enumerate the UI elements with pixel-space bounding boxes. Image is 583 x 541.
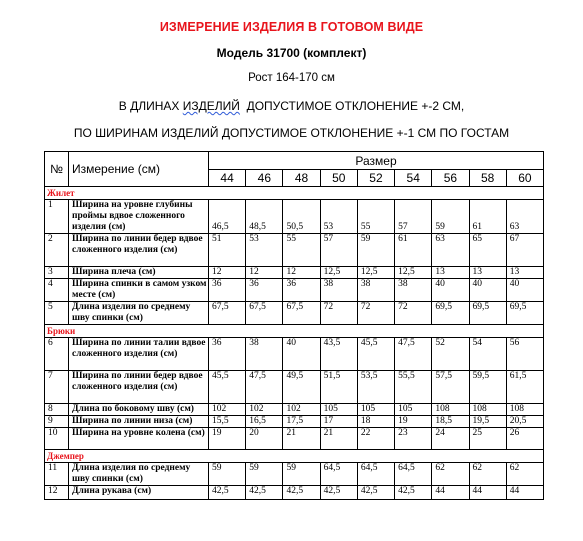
- size-value-cell: 12: [283, 267, 320, 279]
- size-value-cell: 72: [357, 302, 394, 325]
- size-header-cell: 50: [320, 170, 357, 187]
- size-value-cell: 52: [432, 338, 469, 371]
- size-value-cell: 23: [395, 428, 432, 450]
- row-number: 9: [45, 416, 69, 428]
- size-value-cell: 43,5: [320, 338, 357, 371]
- size-header-cell: 58: [469, 170, 506, 187]
- size-header-cell: 46: [246, 170, 283, 187]
- size-value-cell: 12,5: [357, 267, 394, 279]
- length-note-part-2: ДОПУСТИМОЕ ОТКЛОНЕНИЕ +-2 СМ,: [239, 99, 465, 113]
- size-value-cell: 36: [209, 338, 246, 371]
- size-value-cell: 105: [320, 404, 357, 416]
- size-value-cell: 102: [246, 404, 283, 416]
- size-value-cell: 42,5: [246, 486, 283, 500]
- size-value-cell: 51,5: [320, 371, 357, 404]
- section-title: Джемпер: [45, 450, 544, 463]
- section-row: [45, 450, 544, 463]
- size-value-cell: 59: [246, 463, 283, 486]
- table-row: [45, 463, 544, 486]
- table-row: [45, 234, 544, 267]
- size-value-cell: 13: [432, 267, 469, 279]
- size-value-cell: 17: [320, 416, 357, 428]
- size-value-cell: 36: [246, 279, 283, 302]
- size-value-cell: 46,5: [209, 200, 246, 234]
- size-value-cell: 59,5: [469, 371, 506, 404]
- size-value-cell: 36: [283, 279, 320, 302]
- size-header-cell: 56: [432, 170, 469, 187]
- size-value-cell: 105: [357, 404, 394, 416]
- size-value-cell: 40: [469, 279, 506, 302]
- row-number: 3: [45, 267, 69, 279]
- row-number: 11: [45, 463, 69, 486]
- column-measurement-header: Измерение (см): [69, 152, 209, 187]
- section-row: [45, 325, 544, 338]
- measurement-label: Ширина на уровне колена (см): [69, 428, 209, 450]
- size-value-cell: 40: [506, 279, 543, 302]
- size-value-cell: 53: [320, 200, 357, 234]
- size-value-cell: 57: [320, 234, 357, 267]
- size-value-cell: 20: [246, 428, 283, 450]
- row-number: 12: [45, 486, 69, 500]
- height-range: Рост 164-170 см: [248, 72, 335, 84]
- size-value-cell: 57,5: [432, 371, 469, 404]
- size-value-cell: 55: [283, 234, 320, 267]
- size-value-cell: 59: [432, 200, 469, 234]
- size-value-cell: 69,5: [432, 302, 469, 325]
- size-header-cell: 52: [357, 170, 394, 187]
- size-value-cell: 38: [357, 279, 394, 302]
- row-number: 6: [45, 338, 69, 371]
- size-value-cell: 59: [209, 463, 246, 486]
- size-value-cell: 108: [469, 404, 506, 416]
- size-header-cell: 44: [209, 170, 246, 187]
- row-number: 7: [45, 371, 69, 404]
- size-value-cell: 47,5: [395, 338, 432, 371]
- size-value-cell: 64,5: [395, 463, 432, 486]
- size-value-cell: 102: [209, 404, 246, 416]
- size-value-cell: 63: [506, 200, 543, 234]
- measurement-label: Ширина спинки в самом узком месте (см): [69, 279, 209, 302]
- size-value-cell: 18,5: [432, 416, 469, 428]
- size-value-cell: 53: [246, 234, 283, 267]
- size-value-cell: 26: [506, 428, 543, 450]
- size-value-cell: 21: [320, 428, 357, 450]
- size-value-cell: 21: [283, 428, 320, 450]
- size-value-cell: 47,5: [246, 371, 283, 404]
- size-value-cell: 53,5: [357, 371, 394, 404]
- size-value-cell: 42,5: [357, 486, 394, 500]
- measurement-label: Ширина на уровне глубины проймы вдвое сложенного изделия (см): [69, 200, 209, 234]
- measurement-label: Ширина плеча (см): [69, 267, 209, 279]
- table-row: [45, 200, 544, 234]
- size-value-cell: 51: [209, 234, 246, 267]
- row-number: 4: [45, 279, 69, 302]
- section-row: [45, 187, 544, 200]
- measurement-label: Ширина по линии бедер вдвое сложенного изделия (см): [69, 234, 209, 267]
- size-value-cell: 67,5: [246, 302, 283, 325]
- size-value-cell: 40: [283, 338, 320, 371]
- length-note-part-1: В ДЛИНАХ: [118, 99, 183, 113]
- section-title: Брюки: [45, 325, 544, 338]
- table-row: [45, 416, 544, 428]
- size-value-cell: 13: [506, 267, 543, 279]
- size-value-cell: 61,5: [506, 371, 543, 404]
- size-value-cell: 63: [432, 234, 469, 267]
- size-value-cell: 44: [469, 486, 506, 500]
- size-value-cell: 45,5: [209, 371, 246, 404]
- size-value-cell: 69,5: [469, 302, 506, 325]
- column-number-header: №: [45, 152, 69, 187]
- size-value-cell: 55,5: [395, 371, 432, 404]
- size-value-cell: 54: [469, 338, 506, 371]
- row-number: 5: [45, 302, 69, 325]
- model-name: Модель 31700 (комплект): [216, 46, 367, 60]
- size-value-cell: 25: [469, 428, 506, 450]
- size-value-cell: 12,5: [395, 267, 432, 279]
- width-tolerance-note: ПО ШИРИНАМ ИЗДЕЛИЙ ДОПУСТИМОЕ ОТКЛОНЕНИЕ +-1 СМ ПО ГОСТАМ: [73, 126, 510, 140]
- size-value-cell: 36: [209, 279, 246, 302]
- measurement-label: Длина рукава (см): [69, 486, 209, 500]
- size-value-cell: 61: [469, 200, 506, 234]
- size-value-cell: 42,5: [320, 486, 357, 500]
- measurement-label: Длина изделия по среднему шву спинки (см): [69, 463, 209, 486]
- size-value-cell: 42,5: [209, 486, 246, 500]
- row-number: 1: [45, 200, 69, 234]
- size-value-cell: 69,5: [506, 302, 543, 325]
- size-header-cell: 48: [283, 170, 320, 187]
- size-value-cell: 65: [469, 234, 506, 267]
- size-value-cell: 64,5: [320, 463, 357, 486]
- size-value-cell: 56: [506, 338, 543, 371]
- size-value-cell: 38: [246, 338, 283, 371]
- size-value-cell: 19: [209, 428, 246, 450]
- table-row: [45, 404, 544, 416]
- size-value-cell: 16,5: [246, 416, 283, 428]
- size-value-cell: 49,5: [283, 371, 320, 404]
- table-row: [45, 428, 544, 450]
- size-value-cell: 17,5: [283, 416, 320, 428]
- size-value-cell: 44: [432, 486, 469, 500]
- length-note-misspelled-word: ИЗДЕЛИЙ: [182, 99, 240, 113]
- size-value-cell: 102: [283, 404, 320, 416]
- size-value-cell: 67: [506, 234, 543, 267]
- size-value-cell: 72: [395, 302, 432, 325]
- size-value-cell: 67,5: [283, 302, 320, 325]
- measurement-label: Ширина по линии талии вдвое сложенного изделия (см): [69, 338, 209, 371]
- measurement-label: Ширина по линии низа (см): [69, 416, 209, 428]
- size-value-cell: 15,5: [209, 416, 246, 428]
- size-value-cell: 12: [246, 267, 283, 279]
- row-number: 8: [45, 404, 69, 416]
- document-title: ИЗМЕРЕНИЕ ИЗДЕЛИЯ В ГОТОВОМ ВИДЕ: [159, 20, 424, 34]
- size-header-cell: 60: [506, 170, 543, 187]
- size-value-cell: 59: [283, 463, 320, 486]
- size-value-cell: 18: [357, 416, 394, 428]
- size-value-cell: 50,5: [283, 200, 320, 234]
- row-number: 10: [45, 428, 69, 450]
- table-row: [45, 267, 544, 279]
- size-value-cell: 108: [432, 404, 469, 416]
- measurement-label: Длина по боковому шву (см): [69, 404, 209, 416]
- section-title: Жилет: [45, 187, 544, 200]
- size-value-cell: 105: [395, 404, 432, 416]
- size-value-cell: 48,5: [246, 200, 283, 234]
- length-tolerance-note: [0, 99, 583, 113]
- size-value-cell: 38: [395, 279, 432, 302]
- size-value-cell: 62: [469, 463, 506, 486]
- size-value-cell: 72: [320, 302, 357, 325]
- size-value-cell: 42,5: [395, 486, 432, 500]
- size-header-cell: 54: [395, 170, 432, 187]
- size-value-cell: 40: [432, 279, 469, 302]
- size-value-cell: 62: [432, 463, 469, 486]
- row-number: 2: [45, 234, 69, 267]
- size-value-cell: 19,5: [469, 416, 506, 428]
- measurement-label: Длина изделия по среднему шву спинки (см): [69, 302, 209, 325]
- size-value-cell: 64,5: [357, 463, 394, 486]
- size-value-cell: 62: [506, 463, 543, 486]
- table-row: [45, 486, 544, 500]
- size-value-cell: 59: [357, 234, 394, 267]
- table-row: [45, 302, 544, 325]
- size-value-cell: 24: [432, 428, 469, 450]
- size-value-cell: 42,5: [283, 486, 320, 500]
- size-value-cell: 57: [395, 200, 432, 234]
- size-value-cell: 12: [209, 267, 246, 279]
- table-body: [45, 187, 544, 500]
- size-value-cell: 22: [357, 428, 394, 450]
- size-value-cell: 44: [506, 486, 543, 500]
- table-row: [45, 371, 544, 404]
- size-value-cell: 12,5: [320, 267, 357, 279]
- column-size-header: Размер: [209, 152, 544, 170]
- size-value-cell: 19: [395, 416, 432, 428]
- size-value-cell: 67,5: [209, 302, 246, 325]
- table-row: [45, 338, 544, 371]
- measurement-label: Ширина по линии бедер вдвое сложенного изделия (см): [69, 371, 209, 404]
- size-value-cell: 55: [357, 200, 394, 234]
- table-row: [45, 279, 544, 302]
- size-value-cell: 45,5: [357, 338, 394, 371]
- size-value-cell: 20,5: [506, 416, 543, 428]
- size-value-cell: 61: [395, 234, 432, 267]
- size-value-cell: 108: [506, 404, 543, 416]
- measurement-table: [44, 151, 544, 500]
- size-value-cell: 13: [469, 267, 506, 279]
- size-value-cell: 38: [320, 279, 357, 302]
